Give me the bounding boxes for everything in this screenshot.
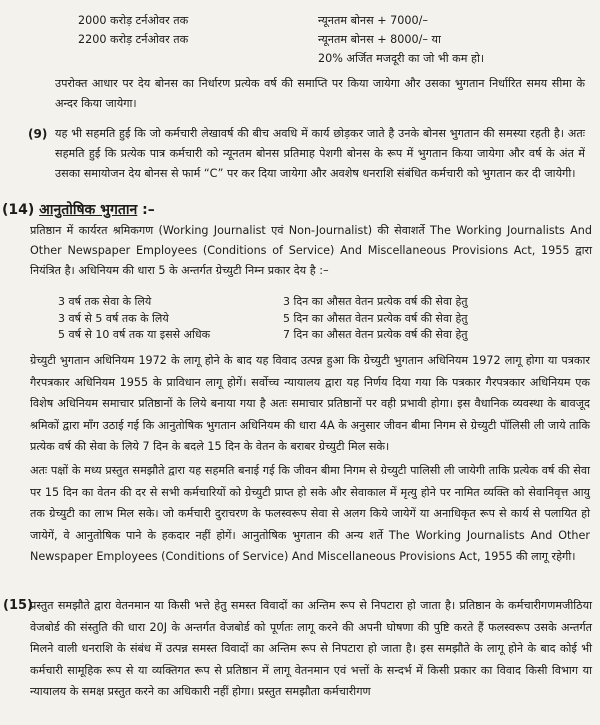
gratuity-service-list (58, 294, 210, 344)
clause-9-number: (9) (28, 127, 48, 141)
gratuity-rate-3: 7 दिन का औसत वेतन प्रत्येक वर्ष की सेवा हेतु (283, 328, 468, 341)
section-15-text: प्रस्तुत समझौते द्वारा वेतनमान या किसी भत्ते हेतु समस्त विवादों का अन्तिम रूप से निपटारा हो जाता है। प्रतिष्ठान के कर्मचारीगणमजीठिया वेजबोर्ड की संस्तुति की धारा 20J के अन्तर्गत वेजबोर्ड को पूर्णतः लागू करने की अपनी घोषणा की पुष्टि करते हैं फलस्वरूप उसके अन्तर्गत मिलने वाली धनराशि के संबंध में उत्पन्न समस्त विवादों का अन्तिम रूप से निपटारा हो जाता है। इस समझौते के लागू होने के बाद कोई भी कर्मचारी सामूहिक रूप से या व्यक्तिगत रूप से प्रतिष्ठान में लागू वेतनमान एवं भत्तों के सन्दर्भ में किसी प्रकार का विवाद किसी विभाग या न्यायालय के समक्ष प्रस्तुत करने का अधिकारी नहीं होगा। प्रस्तुत समझौता कर्मचारीगण (30, 599, 592, 699)
gratuity-rate-2: 5 दिन का औसत वेतन प्रत्येक वर्ष की सेवा हेतु (283, 311, 468, 325)
section-14-heading (2, 200, 155, 219)
gratuity-service-2: 3 वर्ष से 5 वर्ष तक के लिये (58, 311, 169, 325)
section-14-para-b: अतः पक्षों के मध्य प्रस्तुत समझौते द्वारा यह सहमति बनाई गई कि जीवन बीमा निगम से ग्रेच्युटी पालिसी ली जायेगी ताकि प्रत्येक वर्ष की सेवा पर 15 दिन का वेतन की दर से सभी कर्मचारियों को ग्रेच्युटी प्राप्त हो सके और सेवाकाल में मृत्यु होने पर नामित व्यक्ति को सेवानिवृत्त आयु तक ग्रेच्युटी का लाभ मिल सके। जो कर्मचारी दुराचरण के फलस्वरूप सेवा से अलग किये जायेगें या अनाधिकृत रूप से कार्य से पलायित हो जायेगें, वे आनुतोषिक पाने के हकदार नहीं होगें। आनुतोषिक भुगतान की अन्य शर्ते The Working Journalists And Other Newspaper Employees (Conditions of Service) And Miscellaneous Provisions Act, 1955 की लागू रहेगी। (30, 464, 590, 564)
gratuity-rate-1: 3 दिन का औसत वेतन प्रत्येक वर्ष की सेवा हेतु (283, 295, 468, 308)
bonus-20-percent: 20% अर्जित मजदूरी का जो भी कम हो। (318, 52, 485, 65)
gratuity-service-3: 5 वर्ष से 10 वर्ष तक या इससे अधिक (58, 328, 211, 341)
section-14-suffix: :– (142, 202, 155, 218)
section-14-number: (14) (2, 202, 35, 218)
turnover-2000: 2000 करोड़ टर्नओवर तक (78, 14, 189, 27)
section-14-title: आनुतोषिक भुगतान (39, 202, 138, 218)
gratuity-service-1: 3 वर्ष तक सेवा के लिये (58, 295, 152, 308)
clause-9-text: यह भी सहमति हुई कि जो कर्मचारी लेखावर्ष की बीच अवधि में कार्य छोड़कर जाते है उनके बोनस भुगतान की समस्या रहती है। अतः सहमति हुई कि प्रत्येक पात्र कर्मचारी को न्यूनतम बोनस प्रतिमाह पेशगी बोनस के रूप में भुगतान किया जायेगा और वर्ष के अंत में उसका समायोजन देय बोनस से फार्म “C” पर कर दिया जायेगा और अवशेष धनराशि संबंधित कर्मचारी को भुगतान कर दी जायेगी। (55, 127, 585, 180)
bonus-2000: न्यूनतम बोनस + 7000/– (318, 14, 428, 27)
turnover-2200: 2200 करोड़ टर्नओवर तक (78, 33, 189, 46)
bonus-paragraph: उपरोक्त आधार पर देय बोनस का निर्धारण प्रत्येक वर्ष की समाप्ति पर किया जायेगा और उसका भुगतान निर्धारित समय सीमा के अन्दर किया जायेगा। (55, 77, 585, 110)
bonus-2200: न्यूनतम बोनस + 8000/– या (318, 33, 441, 46)
section-14-intro: प्रतिष्ठान में कार्यरत श्रमिकगण (Working Journalist एवं Non-Journalist) की सेवाशर्ते The Working Journalists And Other Newspaper Employees (Conditions of Service) And Miscellaneous Provisions Act, 1955 द्वारा नियंत्रित है। अधिनियम की धारा 5 के अन्तर्गत ग्रेच्युटी निम्न प्रकार देय है :– (30, 224, 592, 277)
section-15-number: (15) (3, 598, 33, 613)
section-14-para-a: ग्रेच्युटी भुगतान अधिनियम 1972 के लागू होने के बाद यह विवाद उत्पन्न हुआ कि ग्रेच्युटी भुगतान अधिनियम 1972 लागू होगा या पत्रकार गैरपत्रकार अधिनियम 1955 के प्राविधान लागू होगें। सर्वोच्च न्यायालय द्वारा यह निर्णय दिया गया कि पत्रकार गैरपत्रकार अधिनियम एक विशेष अधिनियम समाचार प्रतिष्ठानों के लिये बनाया गया है अतः समाचार प्रतिष्ठानों पर वही प्रभावी होगा। इस वैधानिक व्यवस्था के बावजूद श्रमिकों द्वारा माँग उठाई गई कि आनुतोषिक भुगतान अधिनियम की धारा 4A के अनुसार जीवन बीमा निगम से ग्रेच्युटी पॉलिसी ली जाये ताकि प्रत्येक वर्ष की सेवा के लिये 7 दिन के बदले 15 दिन के वेतन के बराबर ग्रेच्युटी मिल सके। (30, 354, 590, 454)
gratuity-rate-list (283, 294, 468, 344)
